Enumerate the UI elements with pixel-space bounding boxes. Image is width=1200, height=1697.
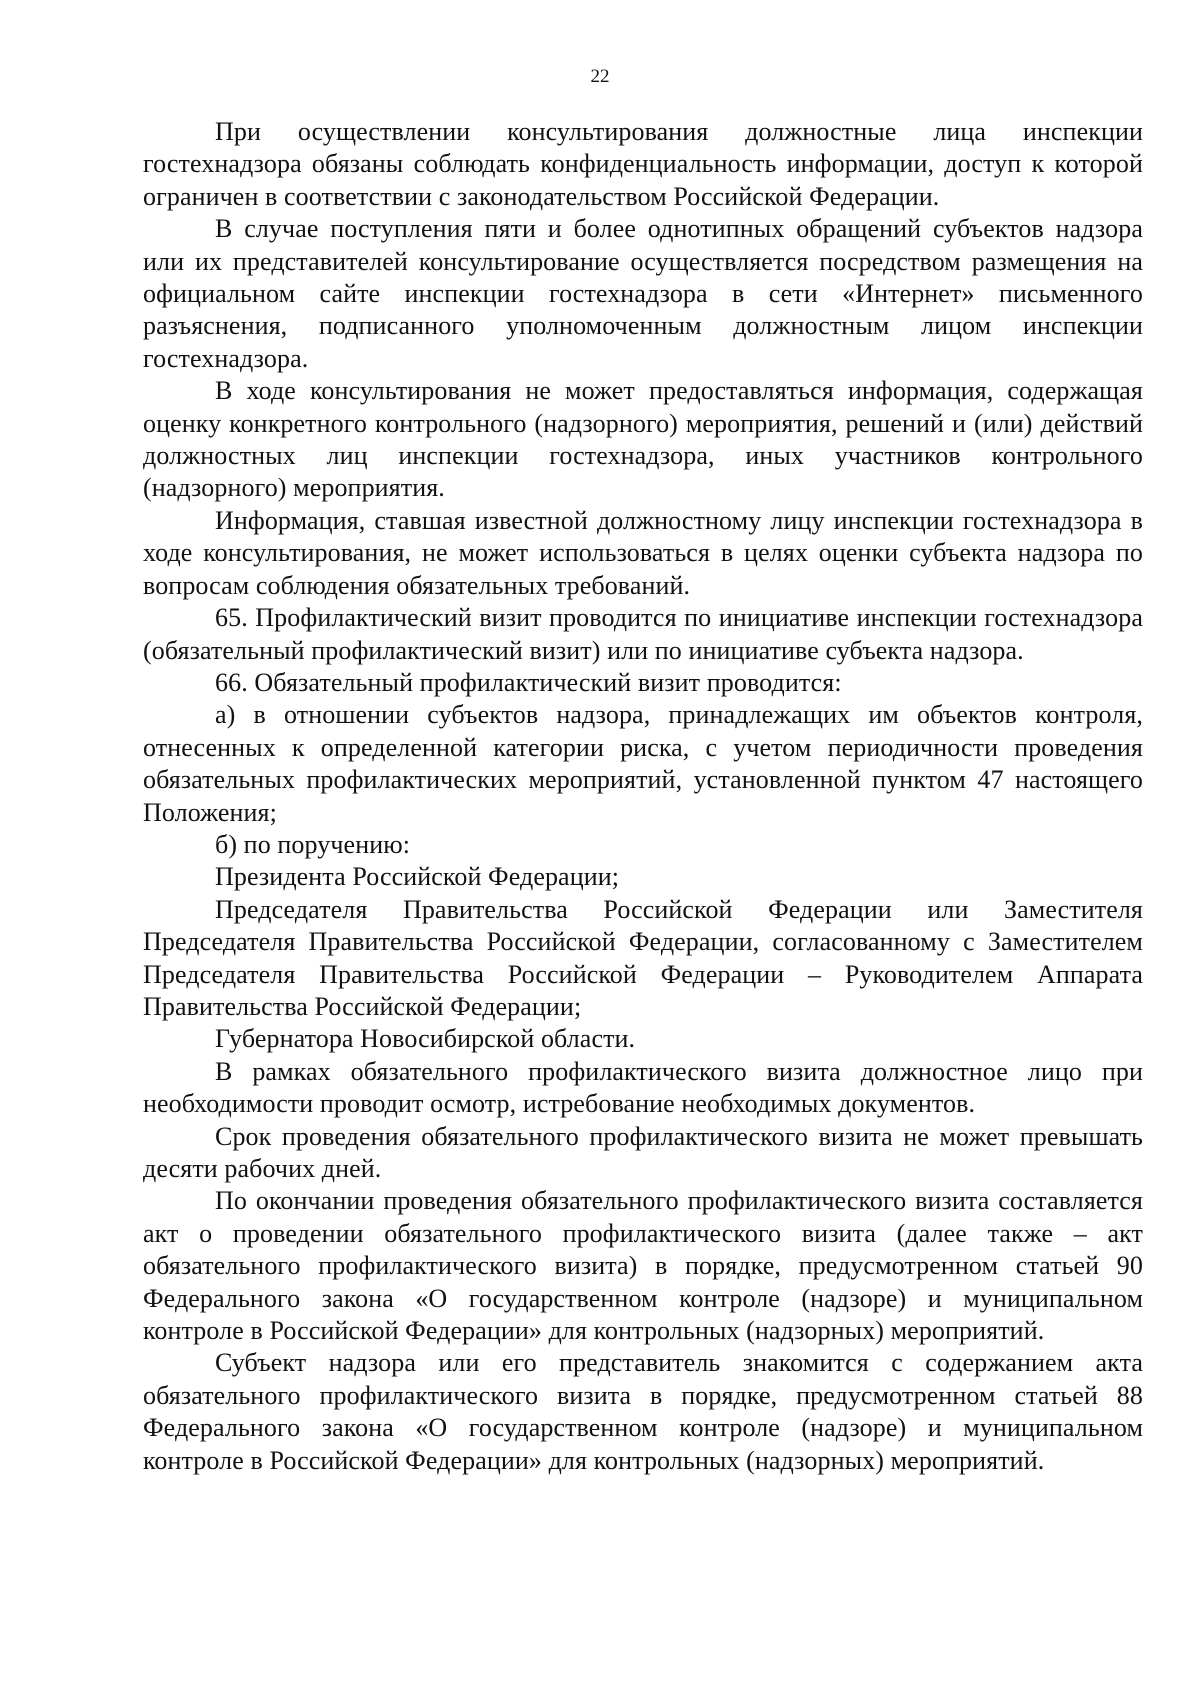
paragraph-consultation-limits: В ходе консультирования не может предоставляться информация, содержащая оценку конкретного контрольного (надзорного) мероприятия, решений и (или) действий должностных лиц инспекции гостехнадзора, иных участников контрольного (надзорного) мероприятия. bbox=[143, 376, 1143, 503]
paragraph-governor: Губернатора Новосибирской области. bbox=[215, 1024, 636, 1054]
paragraph-government-chairman: Председателя Правительства Российской Федерации или Заместителя Председателя Правительства Российской Федерации, согласованному с Заместителем Председателя Правительства Российской Федерации – Руководителем Аппарата Правительства Российской Федерации; bbox=[143, 894, 1143, 1021]
paragraph-subitem-b: б) по поручению: bbox=[215, 829, 411, 859]
paragraph-item-66: 66. Обязательный профилактический визит проводится: bbox=[215, 667, 842, 697]
paragraph-subitem-a: а) в отношении субъектов надзора, принадлежащих им объектов контроля, отнесенных к определенной категории риска, с учетом периодичности проведения обязательных профилактических мероприятий, установленной пунктом 47 настоящего Положения; bbox=[143, 700, 1143, 827]
paragraph-visit-duration: Срок проведения обязательного профилактического визита не может превышать десяти рабочих дней. bbox=[143, 1121, 1143, 1183]
paragraph-information-use: Информация, ставшая известной должностному лицу инспекции гостехнадзора в ходе консультирования, не может использоваться в целях оценки субъекта надзора по вопросам соблюдения обязательных требований. bbox=[143, 505, 1143, 600]
page-number: 22 bbox=[590, 66, 610, 87]
paragraph-item-65: 65. Профилактический визит проводится по инициативе инспекции гостехнадзора (обязательный профилактический визит) или по инициативе субъекта надзора. bbox=[143, 603, 1143, 665]
paragraph-act-familiarization: Субъект надзора или его представитель знакомится с содержанием акта обязательного профилактического визита в порядке, предусмотренном статьей 88 Федерального закона «О государственном контроле (надзоре) и муниципальном контроле в Российской Федерации» для контрольных (надзорных) мероприятий. bbox=[143, 1348, 1143, 1475]
paragraph-consultation-confidentiality: При осуществлении консультирования должностные лица инспекции гостехнадзора обязаны соблюдать конфиденциальность информации, доступ к которой ограничен в соответствии с законодательством Российской Федерации. bbox=[143, 117, 1143, 211]
paragraph-bulk-requests: В случае поступления пяти и более однотипных обращений субъектов надзора или их представителей консультирование осуществляется посредством размещения на официальном сайте инспекции гостехнадзора в сети «Интернет» письменного разъяснения, подписанного уполномоченным должностным лицом инспекции гостехнадзора. bbox=[143, 214, 1143, 373]
document-body bbox=[143, 116, 1143, 1477]
paragraph-visit-act: По окончании проведения обязательного профилактического визита составляется акт о проведении обязательного профилактического визита (далее также – акт обязательного профилактического визита) в порядке, предусмотренном статьей 90 Федерального закона «О государственном контроле (надзоре) и муниципальном контроле в Российской Федерации» для контрольных (надзорных) мероприятий. bbox=[143, 1186, 1143, 1346]
paragraph-president: Президента Российской Федерации; bbox=[215, 862, 620, 892]
paragraph-visit-scope: В рамках обязательного профилактического визита должностное лицо при необходимости проводит осмотр, истребование необходимых документов. bbox=[143, 1056, 1143, 1119]
